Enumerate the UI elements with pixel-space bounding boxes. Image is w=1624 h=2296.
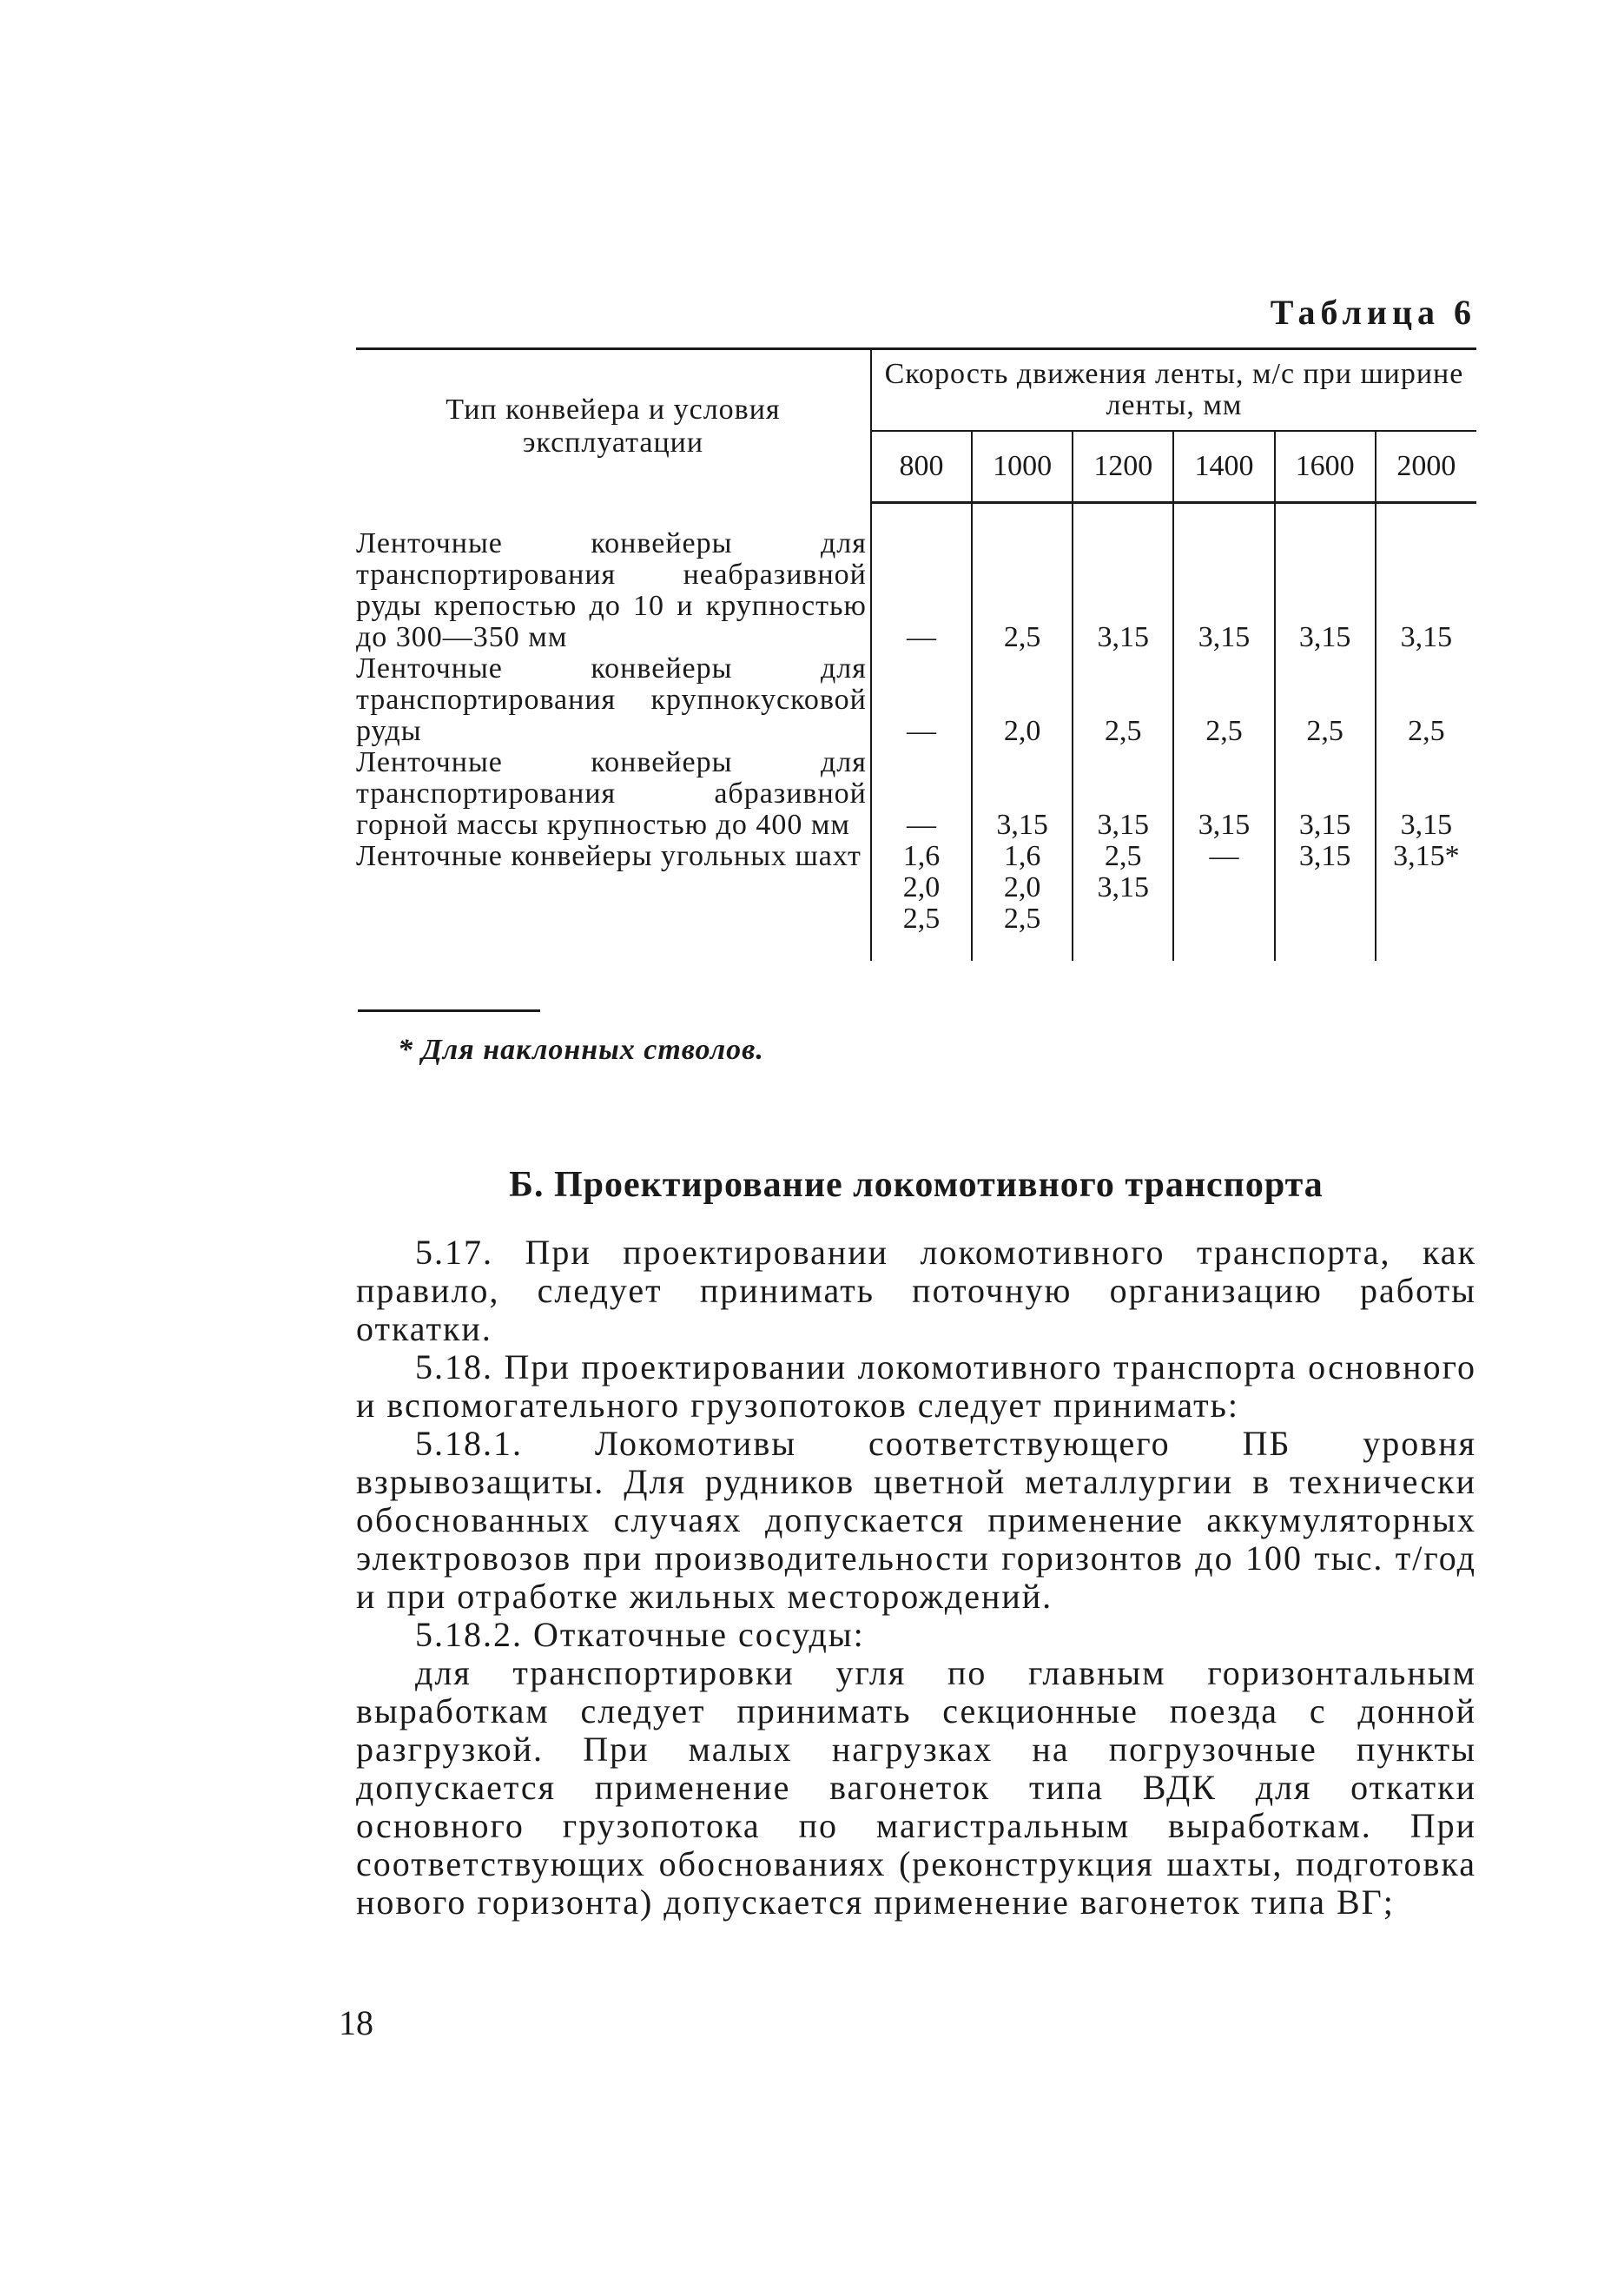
- table-cell: 2,5: [1173, 653, 1274, 747]
- cell-value: 2,5: [1105, 840, 1142, 872]
- row-type: Ленточные конвейеры для транспортирования крупнокусковой руды: [356, 653, 871, 747]
- cell-value: —: [1209, 840, 1239, 872]
- table-cell: [1275, 841, 1376, 961]
- table-cell: 2,5: [972, 528, 1073, 653]
- header-width-800: 800: [871, 431, 972, 503]
- cell-value: 1,6: [1003, 840, 1041, 872]
- table-cell: 3,15: [1073, 747, 1173, 841]
- table-cell: 3,15: [1376, 528, 1476, 653]
- table-row: [356, 747, 1476, 841]
- table-cell: 2,5: [1073, 653, 1173, 747]
- table-cell: 3,15: [972, 747, 1073, 841]
- header-belt-speed: Скорость движения ленты, м/с при ширине ленты, мм: [871, 349, 1476, 432]
- paragraph-5-17: 5.17. При проектировании локомотивного транспорта, как правило, следует принимать поточную организацию работы откатки.: [356, 1233, 1476, 1348]
- table-cell: 3,15: [1275, 747, 1376, 841]
- paragraph-5-18: 5.18. При проектировании локомотивного транспорта основного и вспомогательного грузопотоков следует принимать:: [356, 1347, 1476, 1425]
- header-width-2000: 2000: [1376, 431, 1476, 503]
- table-row: [356, 653, 1476, 747]
- table-cell: [1073, 841, 1173, 961]
- cell-value: 3,15: [1097, 871, 1150, 903]
- cell-value: 2,5: [1003, 903, 1041, 935]
- body-text: [356, 1234, 1476, 1922]
- table-cell: —: [871, 747, 972, 841]
- conveyor-speed-table: [356, 347, 1476, 961]
- table-cell: 3,15: [1173, 747, 1274, 841]
- cell-value: 1,6: [902, 840, 941, 872]
- table-cell: —: [871, 528, 972, 653]
- table-cell: 2,0: [972, 653, 1073, 747]
- cell-value: 3,15: [1298, 840, 1351, 872]
- table-cell: [972, 841, 1073, 961]
- page-number: 18: [339, 2003, 373, 2042]
- cell-value: 2,5: [902, 903, 941, 935]
- paragraph-5-18-1: 5.18.1. Локомотивы соответствующего ПБ уровня взрывозащиты. Для рудников цветной металлургии в технически обоснованных случаях допускается применение аккумуляторных электровозов при производительности горизонтов до 100 тыс. т/год и при отработке жильных месторождений.: [356, 1424, 1476, 1616]
- header-width-1600: 1600: [1275, 431, 1376, 503]
- header-width-1200: 1200: [1073, 431, 1173, 503]
- paragraph-transport-vessels: для транспортировки угля по главным горизонтальным выработкам следует принимать секционные поезда с донной разгрузкой. При малых нагрузках на погрузочные пункты допускается применение вагонеток типа ВДК для откатки основного грузопотока по магистральным выработкам. При соответствующих обоснованиях (реконструкция шахты, подготовка нового горизонта) допускается применение вагонеток типа ВГ;: [356, 1653, 1476, 1922]
- table-row: [356, 841, 1476, 961]
- table-cell: 3,15: [1376, 747, 1476, 841]
- table-cell: 3,15: [1173, 528, 1274, 653]
- table-cell: [1376, 841, 1476, 961]
- cell-value: 3,15*: [1393, 840, 1460, 872]
- row-type: Ленточные конвейеры для транспортирования неабразивной руды крепостью до 10 и крупностью до 300—350 мм: [356, 528, 871, 653]
- table-caption: Таблица 6: [1270, 293, 1476, 332]
- table-cell: 3,15: [1275, 528, 1376, 653]
- table-cell: 2,5: [1376, 653, 1476, 747]
- table-cell: [1173, 841, 1274, 961]
- table-cell: —: [871, 653, 972, 747]
- row-type: Ленточные конвейеры угольных шахт: [356, 841, 871, 961]
- section-heading: Б. Проектирование локомотивного транспорта: [509, 1165, 1324, 1205]
- footnote-divider: [358, 1009, 540, 1012]
- table-footnote: * Для наклонных стволов.: [398, 1034, 764, 1066]
- table-cell: [871, 841, 972, 961]
- row-type: Ленточные конвейеры для транспортирования абразивной горной массы крупностью до 400 мм: [356, 747, 871, 841]
- header-width-1400: 1400: [1173, 431, 1274, 503]
- table-cell: 2,5: [1275, 653, 1376, 747]
- cell-value: 2,0: [1003, 871, 1041, 903]
- header-width-1000: 1000: [972, 431, 1073, 503]
- table-row: [356, 528, 1476, 653]
- cell-value: 2,0: [902, 871, 941, 903]
- paragraph-5-18-2: 5.18.2. Откаточные сосуды:: [415, 1615, 865, 1654]
- header-conveyor-type: Тип конвейера и условия эксплуатации: [356, 349, 871, 503]
- table-cell: 3,15: [1073, 528, 1173, 653]
